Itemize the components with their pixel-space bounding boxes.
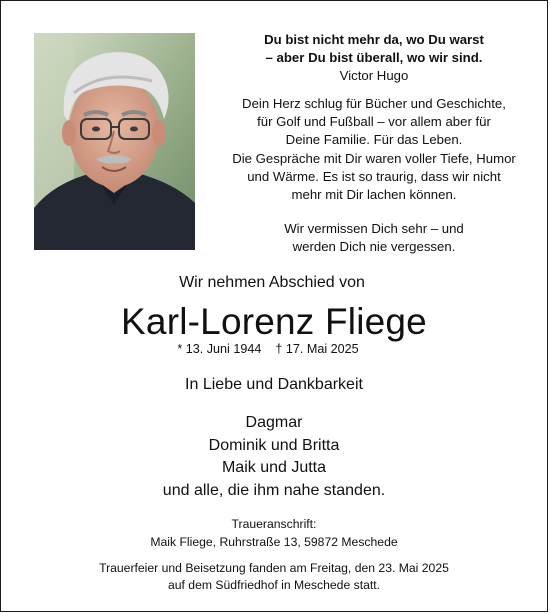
closing-block [212, 220, 536, 256]
farewell-intro: Wir nehmen Abschied von [179, 274, 365, 291]
life-dates [0, 342, 542, 356]
tribute-line: Die Gespräche mit Dir waren voller Tiefe, Humor [232, 150, 516, 166]
ceremony-info [0, 560, 548, 594]
tribute-line: Deine Familie. Für das Leben. [285, 132, 463, 148]
address-label: Traueranschrift: [231, 517, 317, 531]
portrait-photo [34, 33, 195, 250]
deceased-name: Karl-Lorenz Fliege [121, 301, 427, 342]
family-list [0, 412, 548, 502]
tribute-line: für Golf und Fußball – vor allem aber für [257, 114, 491, 130]
closing-line: Wir vermissen Dich sehr – und [284, 221, 464, 236]
tribute-line: Dein Herz schlug für Bücher und Geschichte, [242, 96, 506, 111]
quote-block [212, 31, 536, 86]
tribute-line: mehr mit Dir lachen können. [291, 187, 457, 203]
mourning-address [0, 516, 548, 551]
ceremony-line: auf dem Südfriedhof in Meschede statt. [167, 578, 381, 592]
ceremony-line: Trauerfeier und Beisetzung fanden am Freitag, den 23. Mai 2025 [99, 561, 449, 575]
family-member: Maik und Jutta [221, 459, 327, 476]
family-member: Dominik und Britta [208, 436, 340, 454]
family-member: und alle, die ihm nahe standen. [162, 481, 386, 499]
thanks-line: In Liebe und Dankbarkeit [185, 376, 363, 393]
closing-line: werden Dich nie vergessen. [292, 239, 456, 255]
family-member: Dagmar [245, 414, 303, 431]
death-date: † 17. Mai 2025 [275, 342, 359, 356]
quote-author: Victor Hugo [339, 68, 409, 84]
tribute-block [212, 95, 536, 204]
quote-line: Du bist nicht mehr da, wo Du warst [264, 32, 484, 47]
address-line: Maik Fliege, Ruhrstraße 13, 59872 Meschede [150, 534, 398, 549]
tribute-line: und Wärme. Es ist so traurig, dass wir nicht [247, 168, 501, 184]
birth-date: * 13. Juni 1944 [177, 342, 262, 356]
quote-line: – aber Du bist überall, wo wir sind. [265, 50, 483, 66]
